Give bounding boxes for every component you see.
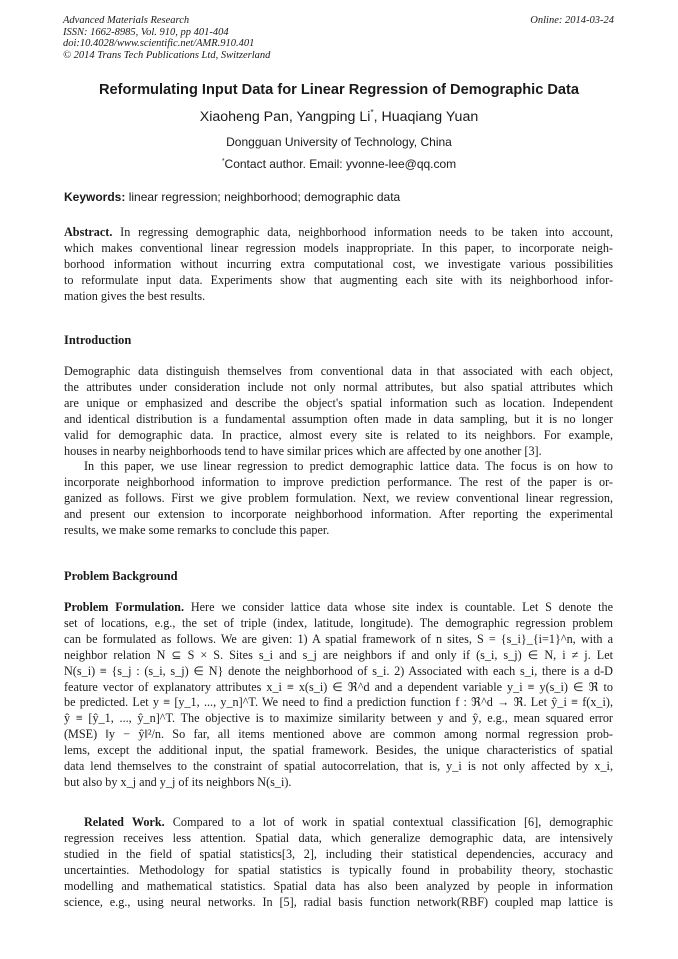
keywords-label: Keywords: xyxy=(64,190,126,204)
contact-text: Contact author. Email: yvonne-lee@qq.com xyxy=(224,157,457,171)
formulation-line: can be formulated as follows. We are given: 1) A spatial framework of n sites, S = {s_i}_{i=1}^n, with a xyxy=(64,631,613,646)
abstract-line: borhood information without incurring extra computational cost, we investigate various possibilities xyxy=(64,256,613,271)
abstract-line: to reformulate input data. Experiments show that augmenting each site with its neighborhood infor- xyxy=(64,272,613,287)
contact-mark: * xyxy=(221,158,225,165)
contact-line xyxy=(0,157,678,171)
related-line: studied in the field of spatial statistics[3, 2], including their statistical dependencies, accuracy and xyxy=(64,846,613,861)
authors xyxy=(0,109,678,125)
intro-line: valid for demographic data. In practice, almost every site is related to its neighbors. For example, xyxy=(64,427,613,442)
formulation-line: data lend themselves to the constraint of spatial autocorrelation, that is, y_i is not only affected by x_i, xyxy=(64,759,613,774)
issn-line: ISSN: 1662-8985, Vol. 910, pp 401-404 xyxy=(63,26,229,38)
related-line: modelling and mathematical statistics. Spatial data has also been analyzed by people in information xyxy=(64,878,613,893)
formulation-line: lems, except the additional input, the spatial framework. Besides, the unique characteristics of spatial xyxy=(64,743,613,758)
introduction-body xyxy=(64,364,613,539)
intro-line: incorporate neighborhood information to improve prediction performance. The rest of the paper is or- xyxy=(64,475,613,490)
abstract-line: Abstract. In regressing demographic data, neighborhood information needs to be taken into account, xyxy=(64,225,613,239)
intro-line: are unique or emphasized and describe the object's spatial information such as location. Independent xyxy=(64,395,613,410)
formulation-line: ŷ ≡ [ŷ_1, ..., ŷ_n]^T. The objective is to maximize similarity between y and ŷ, e.g., mean squared error xyxy=(64,711,613,726)
related-line: Related Work. Compared to a lot of work in spatial contextual classification [6], demographic xyxy=(84,815,613,829)
related-label: Related Work. xyxy=(84,815,165,829)
abstract-line: which makes conventional linear regression models inappropriate. In this paper, to incorporate neigh- xyxy=(64,240,613,255)
intro-line: the attributes under consideration include not only normal attributes, but also spatial attributes which xyxy=(64,379,613,394)
section-heading-background: Problem Background xyxy=(64,569,178,583)
abstract-line: mation gives the best results. xyxy=(64,288,206,303)
affiliation: Dongguan University of Technology, China xyxy=(226,135,452,149)
paper-title: Reformulating Input Data for Linear Regression of Demographic Data xyxy=(98,82,580,98)
intro-line: Demographic data distinguish themselves from conventional data in that associated with each object, xyxy=(64,364,613,378)
doi-line: doi:10.4028/www.scientific.net/AMR.910.401 xyxy=(63,38,255,49)
intro-line: and present our extension to incorporate neighborhood information. After reporting the experimental xyxy=(64,507,613,522)
related-line: regression receives less attention. Spatial data, which generalize demographic data, are intensively xyxy=(64,830,613,845)
formulation-line: but also by x_j and y_j of its neighbors N(s_i). xyxy=(64,774,292,789)
copyright-line: © 2014 Trans Tech Publications Ltd, Switzerland xyxy=(63,49,271,61)
related-work xyxy=(64,815,613,910)
formulation-line: feature vector of explanatory attributes x_i ≡ x(s_i) ∈ ℜ^d and a dependent variable y_i ≡ y(s_i) ∈ ℜ to xyxy=(64,679,613,694)
intro-line: ganized as follows. First we give problem formulation. Next, we review conventional linear regression, xyxy=(64,491,613,506)
corresponding-mark: * xyxy=(370,108,374,117)
formulation-line: set of locations, e.g., the set of triple (index, latitude, longitude). The demographic regression problem xyxy=(64,615,613,630)
keywords xyxy=(64,190,400,204)
journal-name: Advanced Materials Research xyxy=(63,15,190,26)
formulation-line: be predicted. Let y ≡ [y_1, ..., y_n]^T. We need to find a prediction function f : ℜ^d → ℜ. Let ŷ_i ≡ f(x_i), xyxy=(64,695,613,710)
related-line: uncertainties. Methodology for spatial statistics is typically found in probability theory, stochastic xyxy=(64,862,613,877)
formulation-line: neighbor relation N ⊆ S × S. Sites s_i and s_j are neighbors if and only if (s_i, s_j) ∈ N, i ≠ j. Let xyxy=(64,647,613,662)
section-heading-introduction: Introduction xyxy=(64,333,132,347)
abstract xyxy=(64,225,613,305)
formulation-line: (MSE) ‖y − ŷ‖²/n. So far, all items mentioned above are common among normal regression prob- xyxy=(64,727,613,742)
online-date: Online: 2014-03-24 xyxy=(530,15,614,26)
formulation-line: N(s_i) ≡ {s_j : (s_i, s_j) ∈ N} denote the neighborhood of s_i. 2) Associated with each s_i, there is a d-D xyxy=(64,663,613,678)
intro-line: In this paper, we use linear regression to predict demographic lattice data. The focus is on how to xyxy=(84,459,613,474)
abstract-label: Abstract. xyxy=(64,225,113,239)
problem-formulation xyxy=(64,600,613,791)
keywords-text: linear regression; neighborhood; demographic data xyxy=(128,190,401,204)
intro-line: results, we make some remarks to conclude this paper. xyxy=(64,523,330,538)
formulation-label: Problem Formulation. xyxy=(64,600,185,614)
related-line: science, e.g., using neural networks. In [5], radial basis function network(RBF) coupled map lattice is xyxy=(64,894,613,909)
intro-line: houses in nearby neighborhoods tend to have similar prices which are affected by one another [3]. xyxy=(64,443,542,458)
formulation-line: Problem Formulation. Here we consider lattice data whose site index is countable. Let S denote the xyxy=(64,600,613,614)
intro-line: and identical distribution is a fundamental assumption often made in data sampling, but it is no longer xyxy=(64,411,613,426)
author-names-1: Xiaoheng Pan, Yangping Li xyxy=(199,109,371,125)
journal-header xyxy=(63,15,270,61)
author-names-2: , Huaqiang Yuan xyxy=(373,109,479,125)
